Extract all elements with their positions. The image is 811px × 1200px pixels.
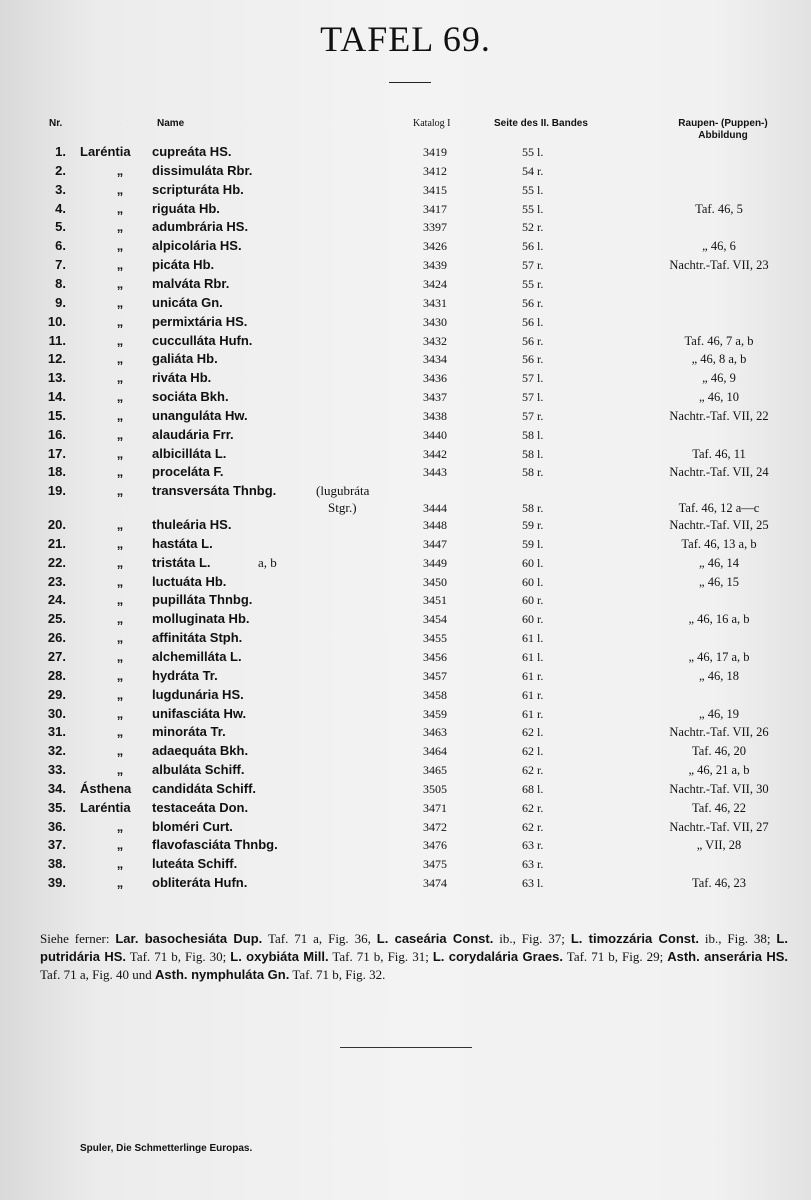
genus-name: „	[116, 483, 124, 499]
katalog-number: 3472	[423, 819, 447, 834]
page-reference: 58 r.	[522, 465, 544, 480]
illustration-reference: Nachtr.-Taf. VII, 24	[669, 465, 769, 480]
genus-name: „	[116, 686, 124, 702]
katalog-number: 3476	[423, 838, 447, 853]
page-reference: 55 l.	[522, 201, 544, 216]
katalog-number: 3443	[423, 465, 447, 480]
row-number: 30.	[47, 705, 66, 721]
page-reference: 60 l.	[522, 574, 544, 589]
table-row	[0, 799, 811, 817]
species-name: scripturáta Hb.	[152, 181, 244, 197]
species-name: tristáta L.	[152, 554, 211, 570]
genus-name: „	[116, 275, 124, 291]
genus-name: „	[116, 313, 124, 329]
illustration-reference: Nachtr.-Taf. VII, 27	[669, 819, 769, 834]
species-name: pupilláta Thnbg.	[152, 592, 253, 608]
katalog-number: 3426	[423, 239, 447, 254]
illustration-reference: Taf. 46, 11	[692, 446, 746, 461]
genus-name: „	[116, 294, 124, 310]
species-name: albicilláta L.	[152, 445, 227, 461]
table-row	[0, 705, 811, 723]
row-number: 5.	[55, 219, 66, 235]
column-header-abbildung	[648, 118, 798, 142]
species-name: hydráta Tr.	[152, 667, 218, 683]
footer-species: Asth. anserária HS.	[667, 949, 788, 964]
species-name: transversáta Thnbg.	[152, 483, 277, 499]
illustration-reference: Nachtr.-Taf. VII, 26	[669, 725, 769, 740]
page-reference: 56 r.	[522, 333, 544, 348]
katalog-number: 3505	[423, 781, 447, 796]
species-name: testaceáta Don.	[152, 799, 249, 815]
page-reference: 62 r.	[522, 800, 544, 815]
table-row	[0, 482, 811, 516]
footer-text: Taf. 71 b, Fig. 30;	[126, 949, 231, 964]
table-row	[0, 445, 811, 463]
footer-text: Siehe ferner:	[40, 931, 116, 946]
table-row	[0, 742, 811, 760]
katalog-number: 3463	[423, 725, 447, 740]
species-name: lugdunária HS.	[152, 686, 244, 702]
illustration-reference: „ 46, 21 a, b	[688, 763, 750, 778]
row-number: 38.	[47, 856, 66, 872]
katalog-number: 3444	[423, 501, 447, 516]
table-row	[0, 855, 811, 873]
row-number: 4.	[55, 200, 66, 216]
illustration-reference: Nachtr.-Taf. VII, 22	[669, 408, 769, 423]
genus-name: „	[116, 648, 124, 664]
footer-text: Taf. 71 b, Fig. 32.	[289, 967, 386, 982]
genus-name: „	[116, 464, 124, 480]
katalog-number: 3465	[423, 763, 447, 778]
illustration-reference: Taf. 46, 7 a, b	[684, 333, 754, 348]
page-reference: 54 r.	[522, 163, 544, 178]
page-reference: 60 l.	[522, 555, 544, 570]
species-name: hastáta L.	[152, 535, 213, 551]
genus-name: Ásthena	[80, 780, 132, 796]
footer-note	[40, 930, 788, 984]
table-row	[0, 591, 811, 609]
row-number: 6.	[55, 238, 66, 254]
genus-name: „	[116, 351, 124, 367]
genus-name: „	[116, 219, 124, 235]
genus-name: „	[116, 332, 124, 348]
page-reference: 62 l.	[522, 744, 544, 759]
page-reference: 57 r.	[522, 408, 544, 423]
row-number: 15.	[47, 407, 66, 423]
row-number: 31.	[47, 724, 66, 740]
genus-name: „	[116, 875, 124, 891]
katalog-number: 3458	[423, 687, 447, 702]
katalog-number: 3475	[423, 857, 447, 872]
species-name: molluginata Hb.	[152, 611, 250, 627]
katalog-number: 3451	[423, 593, 447, 608]
page-reference: 57 l.	[522, 390, 544, 405]
footer-text: ib., Fig. 37;	[493, 931, 571, 946]
table-row	[0, 181, 811, 199]
table-row	[0, 237, 811, 255]
genus-name: „	[116, 200, 124, 216]
table-row	[0, 818, 811, 836]
page-reference: 61 r.	[522, 687, 544, 702]
genus-name: „	[116, 592, 124, 608]
row-number: 26.	[47, 630, 66, 646]
species-name: cupreáta HS.	[152, 144, 232, 159]
illustration-reference: „ 46, 6	[702, 239, 736, 254]
row-number: 21.	[47, 535, 66, 551]
page-reference: 56 l.	[522, 314, 544, 329]
katalog-number: 3456	[423, 649, 447, 664]
illustration-reference: Nachtr.-Taf. VII, 23	[669, 258, 769, 273]
column-header-abbildung-line1: Raupen- (Puppen-)	[678, 118, 768, 129]
table-row	[0, 648, 811, 666]
row-number: 18.	[47, 464, 66, 480]
row-number: 17.	[47, 445, 66, 461]
species-name: alaudária Frr.	[152, 426, 234, 442]
katalog-number: 3455	[423, 631, 447, 646]
katalog-number: 3474	[423, 876, 447, 891]
species-name: riguáta Hb.	[152, 200, 220, 216]
genus-name: „	[116, 630, 124, 646]
footer-text: ib., Fig. 38;	[698, 931, 777, 946]
page-reference: 56 r.	[522, 352, 544, 367]
table-row	[0, 610, 811, 628]
genus-name: „	[116, 407, 124, 423]
katalog-number: 3397	[423, 220, 447, 235]
page-reference: 60 r.	[522, 593, 544, 608]
species-name: unanguláta Hw.	[152, 407, 248, 423]
row-number: 23.	[47, 573, 66, 589]
species-note: a, b	[258, 554, 277, 570]
species-name: albuláta Schiff.	[152, 762, 245, 778]
page-reference: 57 r.	[522, 258, 544, 273]
table-row	[0, 836, 811, 854]
table-row	[0, 350, 811, 368]
species-name: luteáta Schiff.	[152, 856, 238, 872]
row-number: 24.	[47, 592, 66, 608]
genus-name: Laréntia	[80, 799, 131, 815]
katalog-number: 3430	[423, 314, 447, 329]
row-number: 25.	[47, 611, 66, 627]
species-name: unicáta Gn.	[152, 294, 223, 310]
species-name: thuleária HS.	[152, 517, 232, 532]
species-name: adaequáta Bkh.	[152, 743, 249, 759]
footer-text: Taf. 71 b, Fig. 29;	[563, 949, 668, 964]
column-header-abbildung-line2: Abbildung	[698, 130, 748, 141]
footer-species: L. corydalária Graes.	[432, 949, 563, 964]
genus-name: „	[116, 554, 124, 570]
species-name: unifasciáta Hw.	[152, 705, 247, 721]
page-reference: 62 r.	[522, 819, 544, 834]
title-divider	[389, 82, 431, 83]
illustration-reference: Nachtr.-Taf. VII, 30	[669, 781, 769, 796]
species-name: alchemilláta L.	[152, 648, 242, 664]
species-name: proceláta F.	[152, 464, 224, 480]
row-number: 12.	[47, 351, 66, 367]
species-name: adumbrária HS.	[152, 219, 249, 235]
illustration-reference: „ 46, 10	[699, 390, 739, 405]
katalog-number: 3471	[423, 800, 447, 815]
row-number: 39.	[47, 875, 66, 891]
species-name: alpicolária HS.	[152, 238, 242, 254]
page-reference: 58 l.	[522, 446, 544, 461]
footer-species: Asth. nymphuláta Gn.	[155, 967, 290, 982]
illustration-reference: „ 46, 19	[699, 706, 739, 721]
table-row	[0, 573, 811, 591]
publisher-line: Spuler, Die Schmetterlinge Europas.	[80, 1143, 253, 1154]
table-row	[0, 426, 811, 444]
footer-species: L. oxybiáta Mill.	[230, 949, 329, 964]
row-number: 10.	[47, 313, 66, 329]
table-row	[0, 332, 811, 350]
table-row	[0, 275, 811, 293]
row-number: 14.	[47, 389, 66, 405]
page-reference: 58 l.	[522, 427, 544, 442]
table-row	[0, 143, 811, 161]
column-header-nr: Nr.	[49, 118, 63, 129]
page-reference: 68 l.	[522, 781, 544, 796]
column-header-name: Name	[157, 118, 185, 129]
illustration-reference: Taf. 46, 12 a—c	[678, 501, 760, 516]
species-name: flavofasciáta Thnbg.	[152, 837, 278, 853]
page-reference: 59 r.	[522, 518, 544, 532]
katalog-number: 3436	[423, 371, 447, 386]
illustration-reference: „ 46, 17 a, b	[688, 649, 750, 664]
row-number: 33.	[47, 762, 66, 778]
species-name: galiáta Hb.	[152, 351, 218, 367]
genus-name: „	[116, 573, 124, 589]
row-number: 7.	[55, 257, 66, 273]
page-reference: 63 r.	[522, 838, 544, 853]
illustration-reference: Taf. 46, 22	[692, 800, 746, 815]
page-title: TAFEL 69.	[320, 19, 491, 59]
table-row	[0, 761, 811, 779]
table-row	[0, 516, 811, 534]
footer-species: Lar. basochesiáta Dup.	[115, 931, 263, 946]
row-number: 28.	[47, 667, 66, 683]
page-reference: 60 r.	[522, 612, 544, 627]
genus-name: „	[116, 389, 124, 405]
row-number: 13.	[47, 370, 66, 386]
genus-name: „	[116, 856, 124, 872]
genus-name: „	[116, 705, 124, 721]
katalog-number: 3459	[423, 706, 447, 721]
species-name: cucculláta Hufn.	[152, 332, 253, 348]
genus-name: „	[116, 257, 124, 273]
katalog-number: 3454	[423, 612, 447, 627]
page-reference: 62 r.	[522, 763, 544, 778]
illustration-reference: „ 46, 16 a, b	[688, 612, 750, 627]
katalog-number: 3434	[423, 352, 447, 367]
row-number: 27.	[47, 648, 66, 664]
katalog-number: 3449	[423, 555, 447, 570]
genus-name: „	[116, 837, 124, 853]
genus-name: „	[116, 762, 124, 778]
katalog-number: 3442	[423, 446, 447, 461]
illustration-reference: Taf. 46, 20	[692, 744, 746, 759]
footer-text: Taf. 71 b, Fig. 31;	[328, 949, 433, 964]
table-row	[0, 554, 811, 572]
row-number: 2.	[55, 162, 66, 178]
katalog-number: 3450	[423, 574, 447, 589]
table-row	[0, 313, 811, 331]
page-reference: 55 l.	[522, 145, 544, 159]
row-number: 22.	[47, 554, 66, 570]
table-row	[0, 407, 811, 425]
footer-text: Taf. 71 a, Fig. 40 und	[40, 967, 155, 982]
page-reference: 58 r.	[522, 501, 544, 516]
table-row	[0, 388, 811, 406]
page-reference: 56 l.	[522, 239, 544, 254]
katalog-number: 3437	[423, 390, 447, 405]
page-reference: 57 l.	[522, 371, 544, 386]
row-number: 35.	[47, 799, 66, 815]
table-row	[0, 256, 811, 274]
page-reference: 63 r.	[522, 857, 544, 872]
page-reference: 61 l.	[522, 649, 544, 664]
illustration-reference: „ 46, 14	[699, 555, 739, 570]
table-row	[0, 874, 811, 892]
genus-name: „	[116, 818, 124, 834]
species-name: luctuáta Hb.	[152, 573, 227, 589]
species-note: (lugubráta	[316, 483, 370, 499]
katalog-number: 3448	[423, 518, 447, 532]
table-row	[0, 535, 811, 553]
species-name: sociáta Bkh.	[152, 389, 229, 405]
footer-text: Taf. 71 a, Fig. 36,	[262, 931, 377, 946]
katalog-number: 3438	[423, 408, 447, 423]
table-row	[0, 686, 811, 704]
row-number: 9.	[55, 294, 66, 310]
katalog-number: 3432	[423, 333, 447, 348]
row-number: 36.	[47, 818, 66, 834]
species-note-cont: Stgr.)	[328, 500, 357, 516]
illustration-reference: „ 46, 9	[702, 371, 736, 386]
table-row	[0, 667, 811, 685]
table-row	[0, 294, 811, 312]
katalog-number: 3417	[423, 201, 447, 216]
species-name: candidáta Schiff.	[152, 780, 257, 796]
katalog-number: 3439	[423, 258, 447, 273]
genus-name: Laréntia	[80, 144, 131, 159]
genus-name: „	[116, 162, 124, 178]
genus-name: „	[116, 517, 124, 532]
katalog-number: 3419	[423, 145, 447, 159]
genus-name: „	[116, 426, 124, 442]
genus-name: „	[116, 743, 124, 759]
page-reference: 61 r.	[522, 706, 544, 721]
row-number: 20.	[47, 517, 66, 532]
katalog-number: 3464	[423, 744, 447, 759]
page-reference: 59 l.	[522, 536, 544, 551]
table-row	[0, 200, 811, 218]
row-number: 1.	[55, 144, 66, 159]
genus-name: „	[116, 667, 124, 683]
species-name: minoráta Tr.	[152, 724, 226, 740]
page-reference: 63 l.	[522, 876, 544, 891]
species-name: permixtária HS.	[152, 313, 248, 329]
table-row	[0, 463, 811, 481]
katalog-number: 3415	[423, 182, 447, 197]
table-row	[0, 780, 811, 798]
row-number: 8.	[55, 275, 66, 291]
row-number: 11.	[48, 332, 66, 348]
illustration-reference: Nachtr.-Taf. VII, 25	[669, 518, 769, 532]
footer-species: L. timozzária Const.	[570, 931, 699, 946]
species-name: malváta Rbr.	[152, 275, 230, 291]
illustration-reference: „ 46, 8 a, b	[691, 352, 747, 367]
row-number: 16.	[47, 426, 66, 442]
illustration-reference: „ VII, 28	[696, 838, 742, 853]
illustration-reference: „ 46, 15	[699, 574, 739, 589]
table-row	[0, 218, 811, 236]
footer-species: L. caseária Const.	[376, 931, 494, 946]
footer-divider	[340, 1047, 472, 1048]
illustration-reference: Taf. 46, 23	[692, 876, 746, 891]
table-row	[0, 369, 811, 387]
genus-name: „	[116, 445, 124, 461]
species-name: dissimuláta Rbr.	[152, 162, 253, 178]
row-number: 19.	[47, 483, 66, 499]
page-reference: 55 r.	[522, 276, 544, 291]
illustration-reference: Taf. 46, 5	[695, 201, 743, 216]
genus-name: „	[116, 611, 124, 627]
genus-name: „	[116, 238, 124, 254]
page-reference: 52 r.	[522, 220, 544, 235]
illustration-reference: Taf. 46, 13 a, b	[681, 536, 757, 551]
genus-name: „	[116, 370, 124, 386]
footer-species: L. putridária HS.	[40, 931, 788, 964]
page-reference: 61 r.	[522, 668, 544, 683]
table-row	[0, 162, 811, 180]
row-number: 32.	[47, 743, 66, 759]
page-reference: 55 l.	[522, 182, 544, 197]
katalog-number: 3457	[423, 668, 447, 683]
katalog-number: 3412	[423, 163, 447, 178]
genus-name: „	[116, 535, 124, 551]
katalog-number: 3431	[423, 295, 447, 310]
katalog-number: 3440	[423, 427, 447, 442]
genus-name: „	[116, 181, 124, 197]
page-reference: 61 l.	[522, 631, 544, 646]
row-number: 29.	[47, 686, 66, 702]
row-number: 37.	[47, 837, 66, 853]
table-row	[0, 629, 811, 647]
page-reference: 62 l.	[522, 725, 544, 740]
katalog-number: 3424	[423, 276, 447, 291]
species-name: riváta Hb.	[152, 370, 212, 386]
column-header-katalog: Katalog I	[413, 118, 451, 129]
species-name: bloméri Curt.	[152, 818, 233, 834]
katalog-number: 3447	[423, 536, 447, 551]
row-number: 3.	[55, 181, 66, 197]
row-number: 34.	[47, 780, 66, 796]
species-name: affinitáta Stph.	[152, 630, 243, 646]
species-name: obliteráta Hufn.	[152, 875, 248, 891]
illustration-reference: „ 46, 18	[699, 668, 739, 683]
table-row	[0, 723, 811, 741]
genus-name: „	[116, 724, 124, 740]
species-name: picáta Hb.	[152, 257, 215, 273]
column-header-seite: Seite des II. Bandes	[494, 118, 588, 129]
page-reference: 56 r.	[522, 295, 544, 310]
